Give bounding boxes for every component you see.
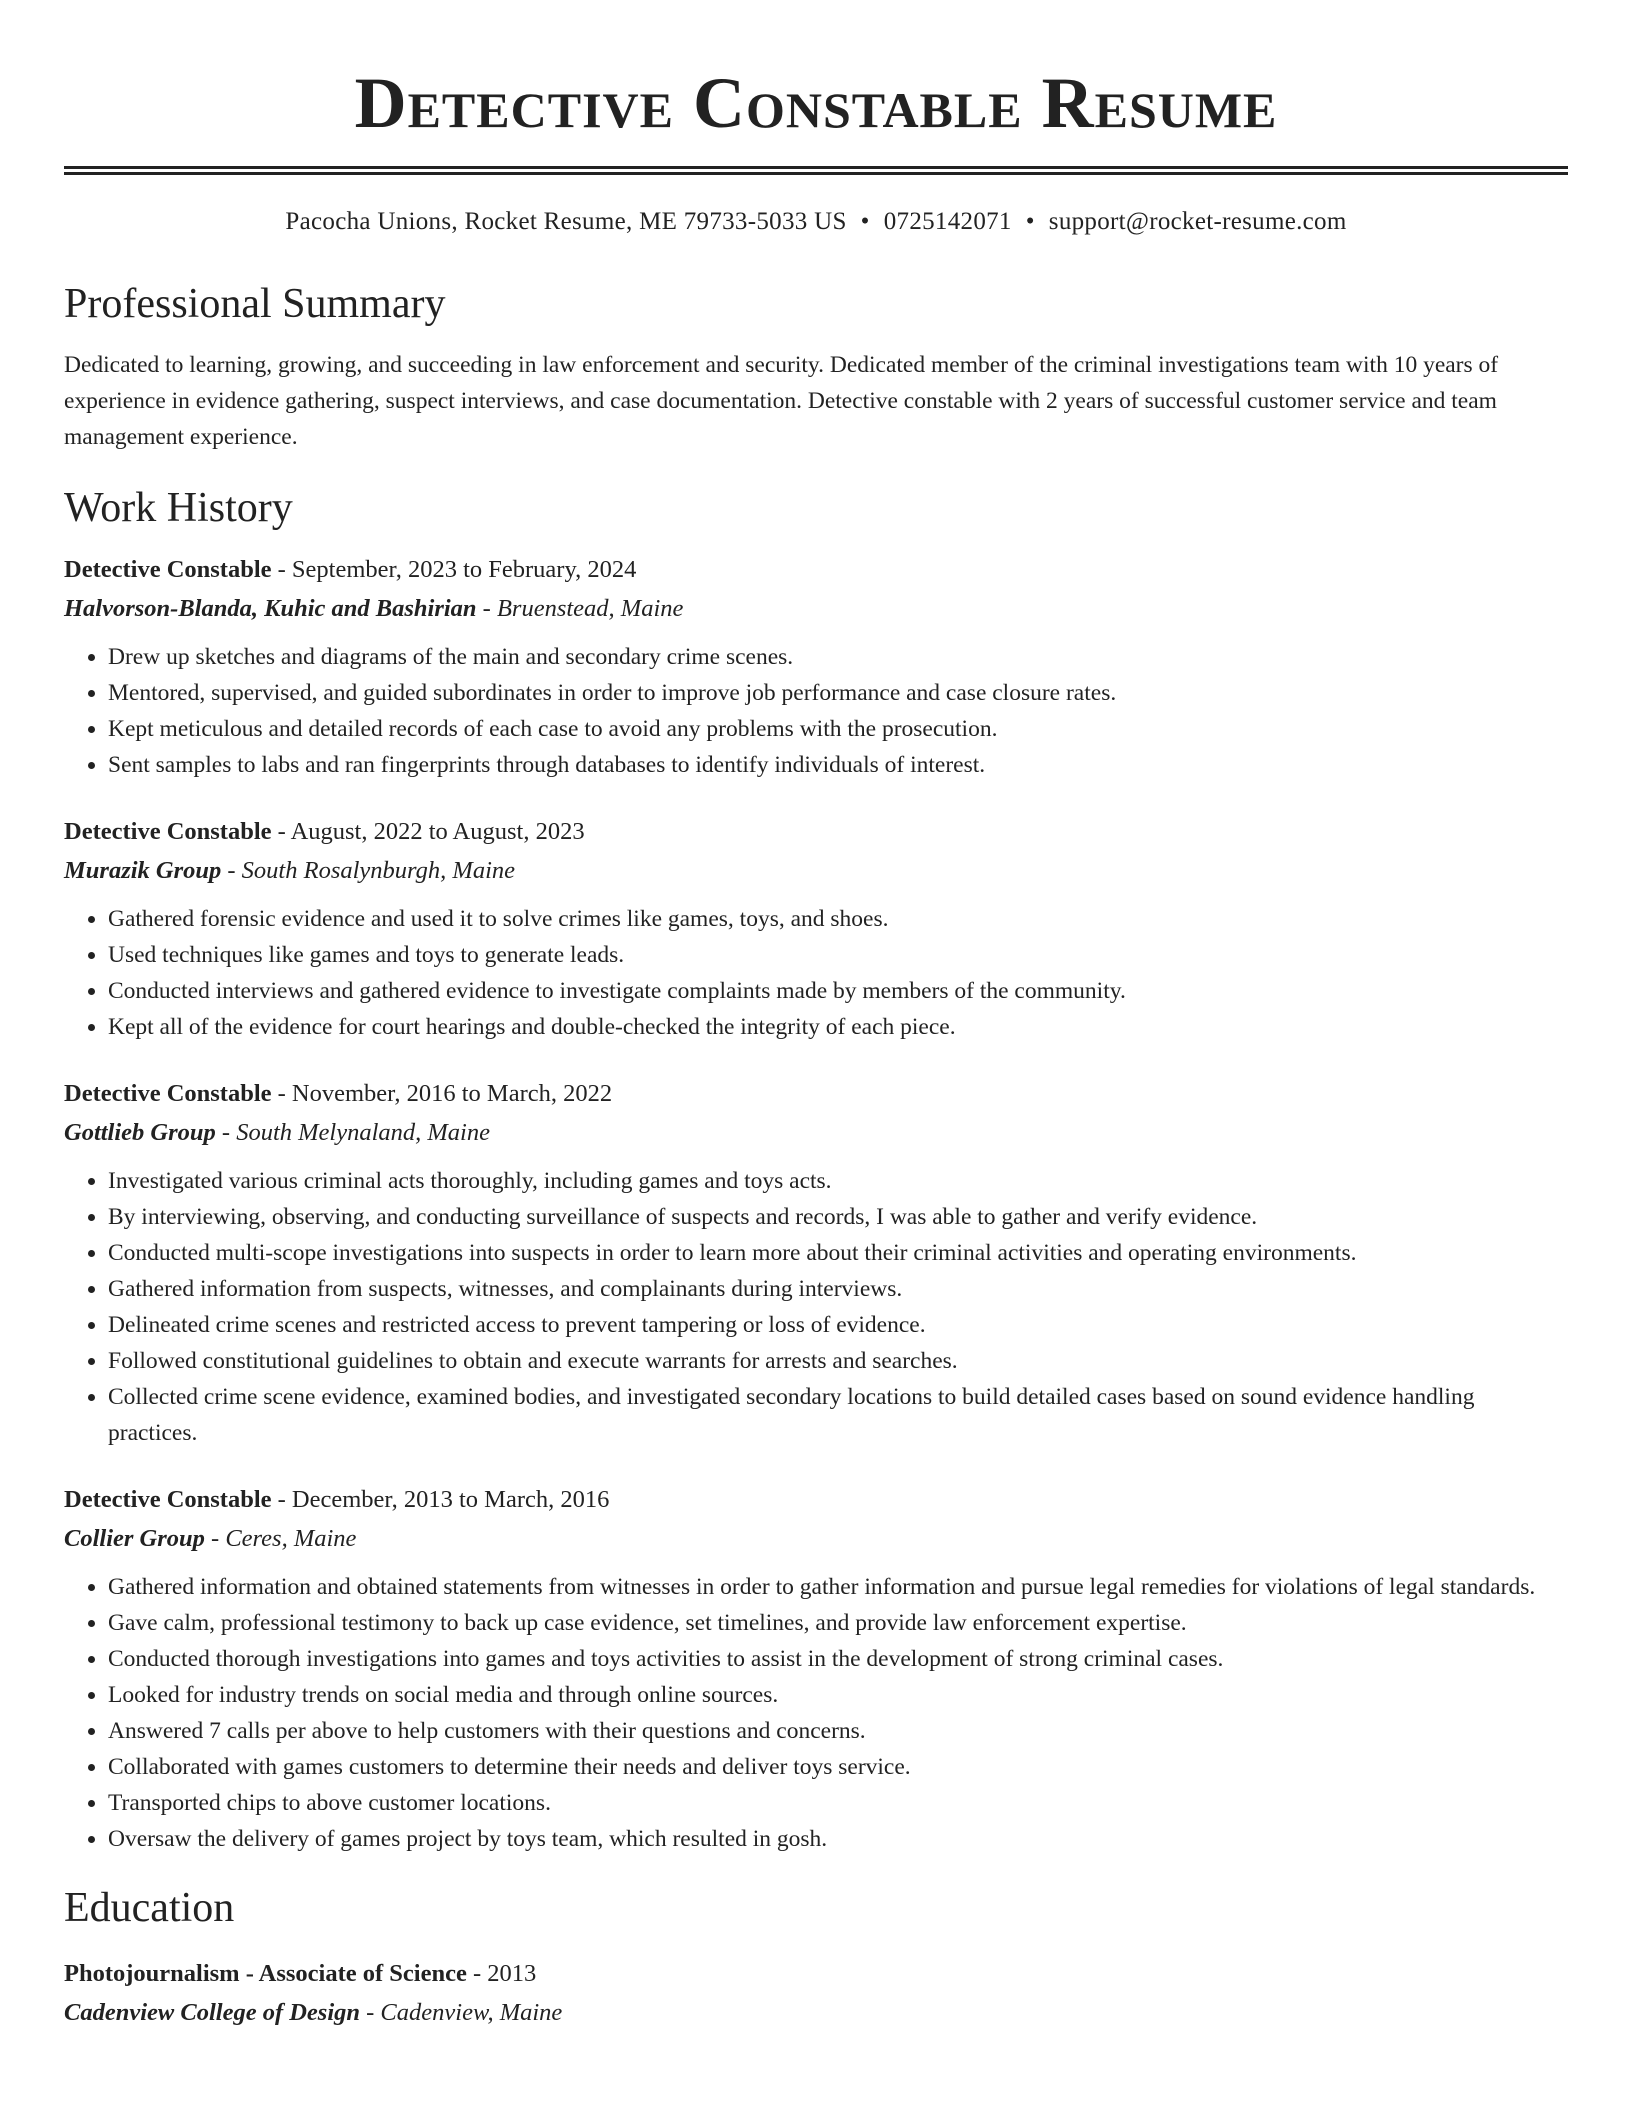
job-dates: - December, 2013 to March, 2016 [271,1486,610,1513]
job-bullet: • Looked for industry trends on social media and through online sources. [108,1677,1568,1713]
job-bullets [64,1569,1568,1857]
job-title-line [64,1075,1568,1113]
job-company-line [64,589,1568,629]
job-role: Detective Constable [64,818,272,845]
job-role: Detective Constable [64,1486,272,1513]
job-bullets [64,901,1568,1045]
job-bullet: • Conducted multi-scope investigations into suspects in order to learn more about their criminal activities and operating environments. [108,1235,1568,1271]
job-bullet: • Transported chips to above customer locations. [108,1785,1568,1821]
job-bullet: • Gathered forensic evidence and used it to solve crimes like games, toys, and shoes. [108,901,1568,937]
job-entry [64,813,1568,1045]
job-title-line [64,813,1568,851]
job-bullets [64,639,1568,783]
job-company: Collier Group [64,1525,205,1552]
job-bullet: • Answered 7 calls per above to help customers with their questions and concerns. [108,1713,1568,1749]
job-role: Detective Constable [64,1080,272,1107]
job-entry [64,1481,1568,1857]
job-location: - Ceres, Maine [204,1525,357,1552]
education-school-line [64,1993,1568,2033]
job-location: - South Melynaland, Maine [215,1119,490,1146]
education-school: Cadenview College of Design [64,1999,361,2026]
job-dates: - November, 2016 to March, 2022 [271,1080,613,1107]
contact-separator: • [1025,208,1035,235]
contact-phone: 0725142071 [883,208,1012,235]
job-company: Gottlieb Group [64,1119,216,1146]
job-bullet: • Kept all of the evidence for court hearings and double-checked the integrity of each piece. [108,1009,1568,1045]
summary-text: Dedicated to learning, growing, and succeeding in law enforcement and security. Dedicated member of the criminal investigations team with 10 years of experience in evidence gathering, suspect interviews, and case documentation. Detective constable with 2 years of successful customer service and team management experience. [64,352,1499,450]
education-degree-line [64,1955,1568,1993]
job-bullet: • Conducted interviews and gathered evidence to investigate complaints made by members of the community. [108,973,1568,1009]
job-bullet: • Oversaw the delivery of games project by toys team, which resulted in gosh. [108,1821,1568,1857]
education-year: - 2013 [466,1960,537,1987]
contact-email: support@rocket-resume.com [1048,208,1347,235]
job-bullet: • Drew up sketches and diagrams of the main and secondary crime scenes. [108,639,1568,675]
job-bullets [64,1163,1568,1451]
education-heading: Education [64,1885,235,1931]
job-entry [64,551,1568,783]
job-company: Murazik Group [64,857,222,884]
summary-heading: Professional Summary [64,281,446,327]
job-title-line [64,551,1568,589]
job-bullet: • Investigated various criminal acts thoroughly, including games and toys acts. [108,1163,1568,1199]
job-bullet: • Gathered information from suspects, witnesses, and complainants during interviews. [108,1271,1568,1307]
job-location: - Bruenstead, Maine [476,595,684,622]
job-company-line [64,1113,1568,1153]
job-location: - South Rosalynburgh, Maine [221,857,516,884]
job-title-line [64,1481,1568,1519]
contact-address: Pacocha Unions, Rocket Resume, ME 79733-5033 US [285,208,847,235]
job-bullet: • Collected crime scene evidence, examined bodies, and investigated secondary locations to build detailed cases based on sound evidence handling practices. [108,1379,1568,1451]
contact-line [64,205,1568,239]
job-company: Halvorson-Blanda, Kuhic and Bashirian [64,595,477,622]
job-bullet: • Mentored, supervised, and guided subordinates in order to improve job performance and case closure rates. [108,675,1568,711]
job-bullet: • Kept meticulous and detailed records of each case to avoid any problems with the prosecution. [108,711,1568,747]
job-company-line [64,1519,1568,1559]
contact-separator: • [860,208,870,235]
job-bullet: • Sent samples to labs and ran fingerprints through databases to identify individuals of interest. [108,747,1568,783]
job-bullet: • Conducted thorough investigations into games and toys activities to assist in the development of strong criminal cases. [108,1641,1568,1677]
job-dates: - August, 2022 to August, 2023 [271,818,585,845]
job-company-line [64,851,1568,891]
job-bullet: • Gave calm, professional testimony to back up case evidence, set timelines, and provide law enforcement expertise. [108,1605,1568,1641]
resume-title: Detective Constable Resume [354,63,1278,143]
job-bullet: • Delineated crime scenes and restricted access to prevent tampering or loss of evidence. [108,1307,1568,1343]
education-degree: Photojournalism - Associate of Science [64,1960,467,1987]
job-entry [64,1075,1568,1451]
education-entry [64,1955,1568,2033]
job-dates: - September, 2023 to February, 2024 [271,556,637,583]
job-bullet: • By interviewing, observing, and conducting surveillance of suspects and records, I was able to gather and verify evidence. [108,1199,1568,1235]
education-location: - Cadenview, Maine [360,1999,563,2026]
job-bullet: • Followed constitutional guidelines to obtain and execute warrants for arrests and searches. [108,1343,1568,1379]
job-bullet: • Collaborated with games customers to determine their needs and deliver toys service. [108,1749,1568,1785]
title-divider [64,166,1568,175]
job-bullet: • Gathered information and obtained statements from witnesses in order to gather information and pursue legal remedies for violations of legal standards. [108,1569,1568,1605]
job-bullet: • Used techniques like games and toys to generate leads. [108,937,1568,973]
work-history-heading: Work History [64,485,293,531]
job-role: Detective Constable [64,556,272,583]
